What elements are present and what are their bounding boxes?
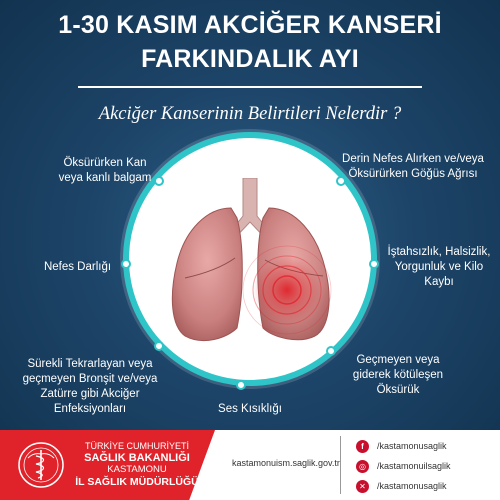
social-links (356, 436, 451, 496)
title-divider (78, 86, 422, 88)
instagram-icon: ◎ (356, 460, 369, 473)
marker-dot-appetite (369, 259, 379, 269)
social-instagram[interactable] (356, 456, 451, 476)
lungs-illustration (155, 178, 345, 348)
ministry-line-3: KASTAMONU (107, 464, 167, 475)
symptom-hoarseness: Ses Kısıklığı (218, 403, 282, 415)
footer-divider (340, 436, 341, 494)
symptom-persistent-cough: Geçmeyen veya giderek kötüleşen Öksürük (352, 354, 444, 396)
symptom-appetite-loss: İştahsızlık, Halsizlik, Yorgunluk ve Kilo Kaybı (387, 246, 491, 288)
ministry-line-1: TÜRKİYE CUMHURİYETİ (84, 441, 189, 451)
social-handle: /kastamonusaglik (377, 441, 447, 451)
marker-dot-breath (121, 259, 131, 269)
ministry-line-4: İL SAĞLIK MÜDÜRLÜĞÜ (75, 476, 199, 488)
marker-dot-infections (154, 341, 164, 351)
x-icon: ✕ (356, 480, 369, 493)
social-handle: /kastamonusaglik (377, 481, 447, 491)
poster-subtitle: Akciğer Kanserinin Belirtileri Nelerdir ? (98, 104, 402, 124)
social-handle: /kastamonuilsaglik (377, 461, 451, 471)
symptom-shortness-breath: Nefes Darlığı (43, 261, 112, 273)
symptom-cough-blood: Öksürürken Kan veya kanlı balgam (58, 157, 152, 184)
social-x[interactable] (356, 476, 451, 496)
marker-dot-persistent-cough (326, 346, 336, 356)
symptom-recurrent-infections: Sürekli Tekrarlayan veya geçmeyen Bronşit ve/veya Zatürre gibi Akciğer Enfeksiyonları (22, 358, 158, 415)
marker-dot-hoarseness (236, 380, 246, 390)
website-link[interactable]: kastamonuism.saglik.gov.tr (232, 458, 340, 468)
title-line-1: 1-30 KASIM AKCİĞER KANSERİ (58, 11, 442, 39)
ministry-line-2: SAĞLIK BAKANLIĞI (84, 452, 190, 464)
facebook-icon: f (356, 440, 369, 453)
ministry-name (72, 440, 202, 488)
symptom-chest-pain: Derin Nefes Alırken ve/veya Öksürürken Göğüs Ağrısı (342, 153, 484, 180)
poster-title (0, 8, 500, 76)
footer-bar (0, 430, 500, 500)
social-facebook[interactable] (356, 436, 451, 456)
ministry-emblem-icon (16, 438, 66, 492)
title-line-2: FARKINDALIK AYI (141, 45, 359, 73)
